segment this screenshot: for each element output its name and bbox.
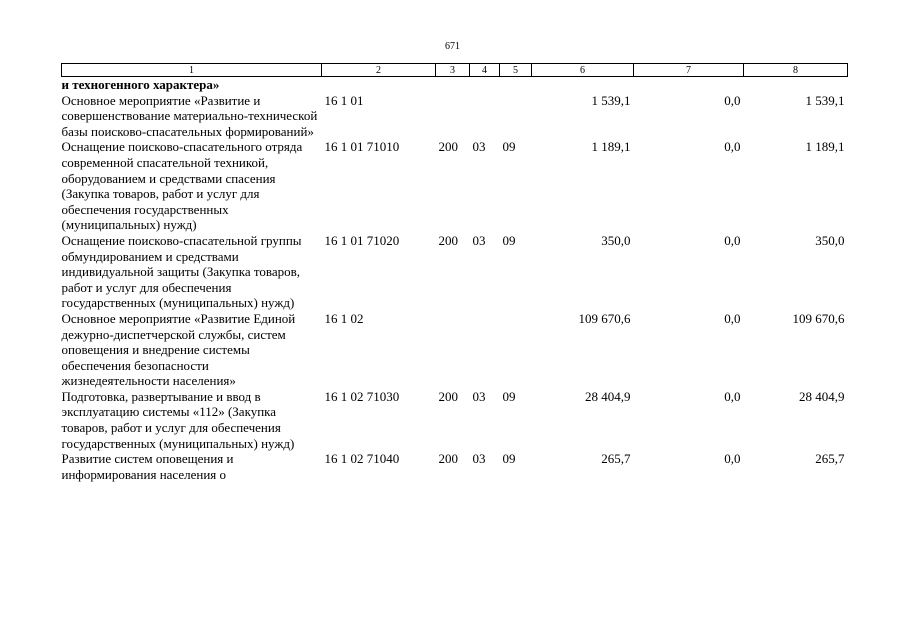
row-subsection: 09 [502,451,516,467]
table-row [62,93,848,140]
row-section: 03 [472,388,486,404]
section-title-row [62,77,848,93]
column-number-header [62,64,848,77]
row-subsection: 09 [502,139,516,155]
row-subsection: 09 [502,388,516,404]
column-header: 1 [62,64,322,77]
row-expense-type: 200 [438,139,458,155]
table-row [62,311,848,389]
row-expense-type [436,311,470,389]
row-section [470,311,500,389]
row-amount-final: 265,7 [815,451,845,467]
table-row [62,139,848,233]
row-section: 03 [472,139,486,155]
row-amount-final: 28 404,9 [799,388,845,404]
row-amount-change: 0,0 [724,388,741,404]
row-expense-type: 200 [438,232,458,248]
column-header: 5 [500,64,532,77]
row-name: Развитие систем оповещения и информирования населения о [61,451,234,482]
row-code: 16 1 01 71010 [324,139,400,155]
column-header: 6 [532,64,634,77]
section-title: и техногенного характера» [61,77,220,92]
row-name: Оснащение поисково-спасательной группы обмундированием и средствами индивидуальной защиты (Закупка товаров, работ и услуг для обеспечения государственных (муниципальных) нужд) [61,232,302,311]
row-subsection [500,311,532,389]
budget-table [61,63,848,482]
row-code: 16 1 01 [324,92,364,108]
row-amount-final: 109 670,6 [792,310,845,326]
table-row [62,389,848,451]
row-code: 16 1 01 71020 [324,232,400,248]
row-amount-total: 1 539,1 [591,92,631,108]
column-header: 8 [744,64,848,77]
row-section [470,93,500,140]
row-code: 16 1 02 71040 [324,451,400,467]
row-name: Основное мероприятие «Развитие и совершенствование материально-технической базы поисково-спасательных формирований» [61,92,318,139]
row-section: 03 [472,232,486,248]
row-amount-change: 0,0 [724,139,741,155]
row-amount-final: 1 539,1 [805,92,845,108]
row-section: 03 [472,451,486,467]
row-code: 16 1 02 [324,310,364,326]
row-amount-final: 1 189,1 [805,139,845,155]
row-expense-type: 200 [438,451,458,467]
column-header: 2 [322,64,436,77]
row-name: Оснащение поисково-спасательного отряда современной спасательной техникой, оборудованием и средствами спасения (Закупка товаров, работ и услуг для обеспечения государственных (муниципальных) нужд) [61,139,303,233]
row-amount-total: 350,0 [601,232,631,248]
row-amount-change: 0,0 [724,232,741,248]
column-header: 7 [634,64,744,77]
row-code: 16 1 02 71030 [324,388,400,404]
page-number: 671 [445,41,460,52]
row-amount-change: 0,0 [724,451,741,467]
column-header: 4 [470,64,500,77]
row-subsection [500,93,532,140]
row-expense-type: 200 [438,388,458,404]
row-amount-change: 0,0 [724,310,741,326]
table-row [62,233,848,311]
column-header: 3 [436,64,470,77]
row-name: Подготовка, развертывание и ввод в эксплуатацию системы «112» (Закупка товаров, работ и услуг для обеспечения государственных (муниципальных) нужд) [61,388,295,451]
row-amount-total: 265,7 [601,451,631,467]
row-name: Основное мероприятие «Развитие Единой дежурно-диспетчерской службы, систем оповещения и внедрение системы обеспечения безопасности жизнедеятельности населения» [61,310,296,389]
row-expense-type [436,93,470,140]
row-amount-change: 0,0 [724,92,741,108]
row-amount-total: 1 189,1 [591,139,631,155]
table-row [62,451,848,482]
row-amount-final: 350,0 [815,232,845,248]
row-amount-total: 28 404,9 [585,388,631,404]
row-subsection: 09 [502,232,516,248]
row-amount-total: 109 670,6 [578,310,631,326]
